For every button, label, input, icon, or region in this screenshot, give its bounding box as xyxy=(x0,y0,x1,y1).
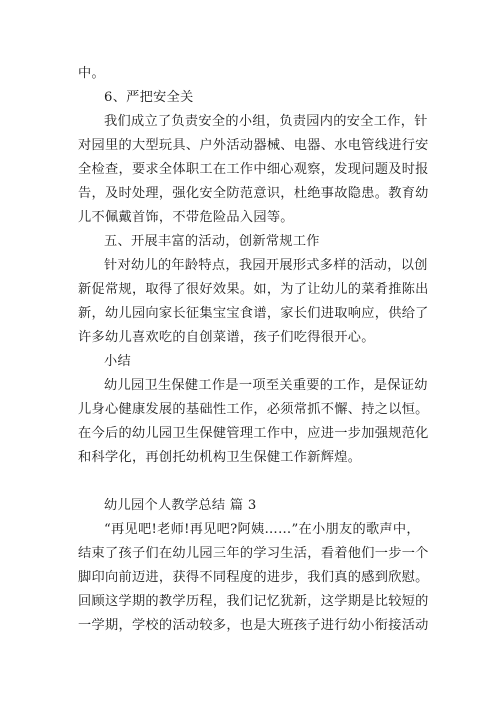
section-heading: 小结 xyxy=(104,354,131,369)
text-line: 对园里的大型玩具、户外活动器械、电器、水电管线进行安 xyxy=(78,138,429,153)
text-line: 在今后的幼儿园卫生保健管理工作中，应进一步加强规范化 xyxy=(78,426,429,441)
text-line: 告，及时处理，强化安全防范意识，杜绝事故隐患。教育幼 xyxy=(78,186,429,201)
text-line: 全检查，要求全体职工在工作中细心观察，发现问题及时报 xyxy=(78,162,429,177)
section-heading: 五、开展丰富的活动，创新常规工作 xyxy=(104,234,320,249)
text-line: 儿身心健康发展的基础性工作，必须常抓不懈、持之以恒。 xyxy=(78,402,429,417)
text-line: 我们成立了负责安全的小组，负责园内的安全工作，针 xyxy=(104,114,428,129)
text-line: 儿不佩戴首饰，不带危险品入园等。 xyxy=(78,210,294,225)
text-line: 幼儿园卫生保健工作是一项至关重要的工作，是保证幼 xyxy=(104,378,428,393)
text-line: 结束了孩子们在幼儿园三年的学习生活，看着他们一步一个 xyxy=(78,546,429,561)
text-line: 新，幼儿园向家长征集宝宝食谱，家长们进取响应，供给了 xyxy=(78,306,429,321)
text-line: 许多幼儿喜欢吃的自创菜谱，孩子们吃得很开心。 xyxy=(78,330,375,345)
text-line: 中。 xyxy=(78,66,105,81)
text-line: 和科学化，再创托幼机构卫生保健工作新辉煌。 xyxy=(78,450,362,465)
text-line: 脚印向前迈进，获得不同程度的进步，我们真的感到欣慰。 xyxy=(78,570,429,585)
text-line: “再见吧!老师!再见吧?阿姨……”在小朋友的歌声中， xyxy=(104,522,420,537)
text-line: 针对幼儿的年龄特点，我园开展形式多样的活动，以创 xyxy=(104,258,428,273)
article-title: 幼儿园个人教学总结 篇 3 xyxy=(104,498,257,513)
text-line: 新促常规，取得了很好效果。如，为了让幼儿的菜肴推陈出 xyxy=(78,282,429,297)
text-line: 一学期，学校的活动较多，也是大班孩子进行幼小衔接活动 xyxy=(78,618,429,633)
section-heading: 6、严把安全关 xyxy=(104,90,194,105)
text-line: 回顾这学期的教学历程，我们记忆犹新，这学期是比较短的 xyxy=(78,594,429,609)
